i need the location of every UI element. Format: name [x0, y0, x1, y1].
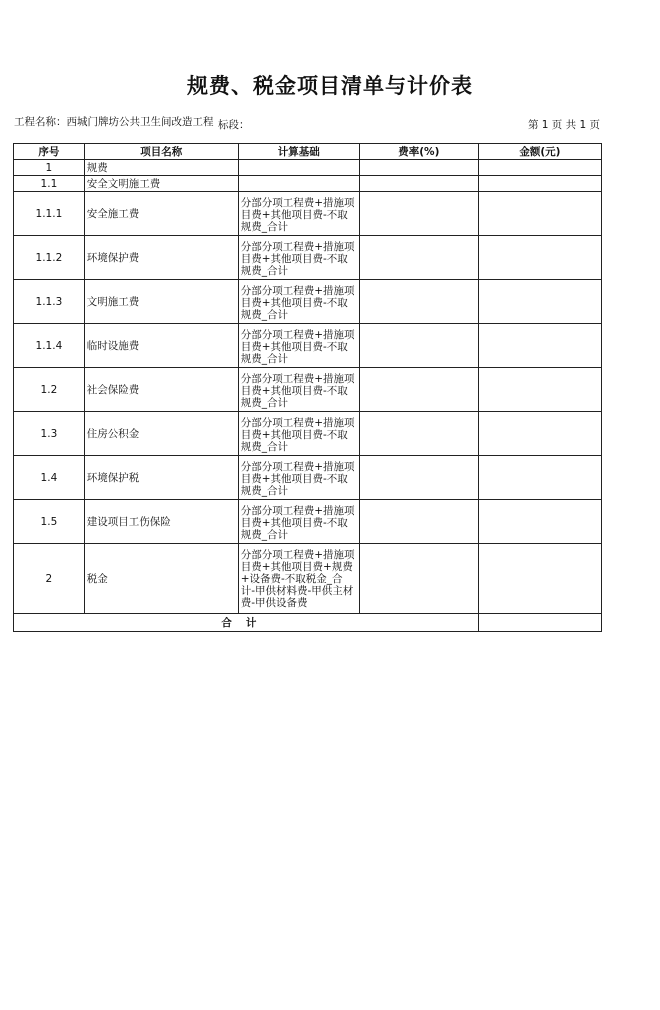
table-row	[14, 160, 602, 176]
table-row	[14, 412, 602, 456]
total-amount	[478, 614, 601, 632]
row-no: 1.1.4	[14, 324, 85, 368]
table-row	[14, 236, 602, 280]
page-title: 规费、税金项目清单与计价表	[187, 74, 473, 98]
row-basis-text: 分部分项工程费+措施项目费+其他项目费-不取规费_合计	[240, 197, 355, 233]
row-no: 1.1.1	[14, 192, 85, 236]
row-amount	[478, 160, 601, 176]
row-basis-text: 分部分项工程费+措施项目费+其他项目费-不取规费_合计	[240, 505, 355, 541]
row-amount	[478, 412, 601, 456]
row-rate	[359, 160, 478, 176]
header-basis: 计算基础	[238, 144, 359, 160]
row-amount	[478, 236, 601, 280]
page-number: 第 1 页 共 1 页	[527, 119, 600, 131]
row-name: 临时设施费	[84, 324, 238, 368]
row-name: 规费	[84, 160, 238, 176]
row-basis	[238, 176, 359, 192]
row-basis	[238, 368, 359, 412]
row-amount	[478, 280, 601, 324]
row-name: 安全文明施工费	[84, 176, 238, 192]
table-row	[14, 500, 602, 544]
row-no: 1	[14, 160, 85, 176]
total-label: 合计	[14, 614, 479, 632]
row-basis-text: 分部分项工程费+措施项目费+其他项目费-不取规费_合计	[240, 329, 355, 365]
row-no: 1.4	[14, 456, 85, 500]
row-amount	[478, 500, 601, 544]
row-name: 安全施工费	[84, 192, 238, 236]
row-name: 文明施工费	[84, 280, 238, 324]
row-basis-text: 分部分项工程费+措施项目费+其他项目费-不取规费_合计	[240, 417, 355, 453]
row-basis	[238, 456, 359, 500]
row-basis	[238, 412, 359, 456]
row-amount	[478, 176, 601, 192]
row-name: 税金	[84, 544, 238, 614]
row-amount	[478, 456, 601, 500]
table-row	[14, 280, 602, 324]
row-rate	[359, 324, 478, 368]
row-basis-text: 分部分项工程费+措施项目费+其他项目费-不取规费_合计	[240, 461, 355, 497]
row-name: 住房公积金	[84, 412, 238, 456]
project-name-field	[14, 117, 214, 128]
row-rate	[359, 412, 478, 456]
table-header-row	[14, 144, 602, 160]
row-rate	[359, 192, 478, 236]
header-rate: 费率(%)	[359, 144, 478, 160]
project-name-value: 西城门牌坊公共卫生间改造工程	[66, 116, 214, 128]
row-no: 1.1	[14, 176, 85, 192]
row-no: 1.1.3	[14, 280, 85, 324]
row-basis	[238, 280, 359, 324]
row-no: 2	[14, 544, 85, 614]
row-amount	[478, 544, 601, 614]
row-basis	[238, 192, 359, 236]
row-amount	[478, 368, 601, 412]
table-row	[14, 456, 602, 500]
row-basis-text: 分部分项工程费+措施项目费+其他项目费-不取规费_合计	[240, 373, 355, 409]
row-basis	[238, 236, 359, 280]
row-rate	[359, 176, 478, 192]
row-amount	[478, 324, 601, 368]
row-rate	[359, 280, 478, 324]
row-name: 环境保护税	[84, 456, 238, 500]
row-basis	[238, 160, 359, 176]
row-rate	[359, 500, 478, 544]
fee-tax-table	[13, 143, 602, 632]
row-rate	[359, 544, 478, 614]
row-basis	[238, 324, 359, 368]
row-no: 1.5	[14, 500, 85, 544]
row-rate	[359, 456, 478, 500]
table-row	[14, 324, 602, 368]
row-basis	[238, 500, 359, 544]
row-amount	[478, 192, 601, 236]
row-rate	[359, 368, 478, 412]
header-no: 序号	[14, 144, 85, 160]
row-name: 社会保险费	[84, 368, 238, 412]
section-label: 标段：	[218, 119, 250, 131]
table-row	[14, 544, 602, 614]
row-basis-text: 分部分项工程费+措施项目费+其他项目费-不取规费_合计	[240, 241, 355, 277]
section-field	[218, 120, 250, 131]
row-no: 1.1.2	[14, 236, 85, 280]
project-name-label: 工程名称：	[14, 116, 67, 128]
header-name: 项目名称	[84, 144, 238, 160]
row-no: 1.3	[14, 412, 85, 456]
row-basis	[238, 544, 359, 614]
table-row	[14, 192, 602, 236]
header-amount: 金额(元)	[478, 144, 601, 160]
table-row	[14, 176, 602, 192]
row-no: 1.2	[14, 368, 85, 412]
total-row	[14, 614, 602, 632]
table-row	[14, 368, 602, 412]
row-name: 环境保护费	[84, 236, 238, 280]
row-rate	[359, 236, 478, 280]
row-basis-text: 分部分项工程费+措施项目费+其他项目费-不取规费_合计	[240, 285, 355, 321]
row-basis-text: 分部分项工程费+措施项目费+其他项目费+规费+设备费-不取税金_合计-甲供材料费-甲供主材费-甲供设备费	[240, 549, 355, 609]
row-name: 建设项目工伤保险	[84, 500, 238, 544]
